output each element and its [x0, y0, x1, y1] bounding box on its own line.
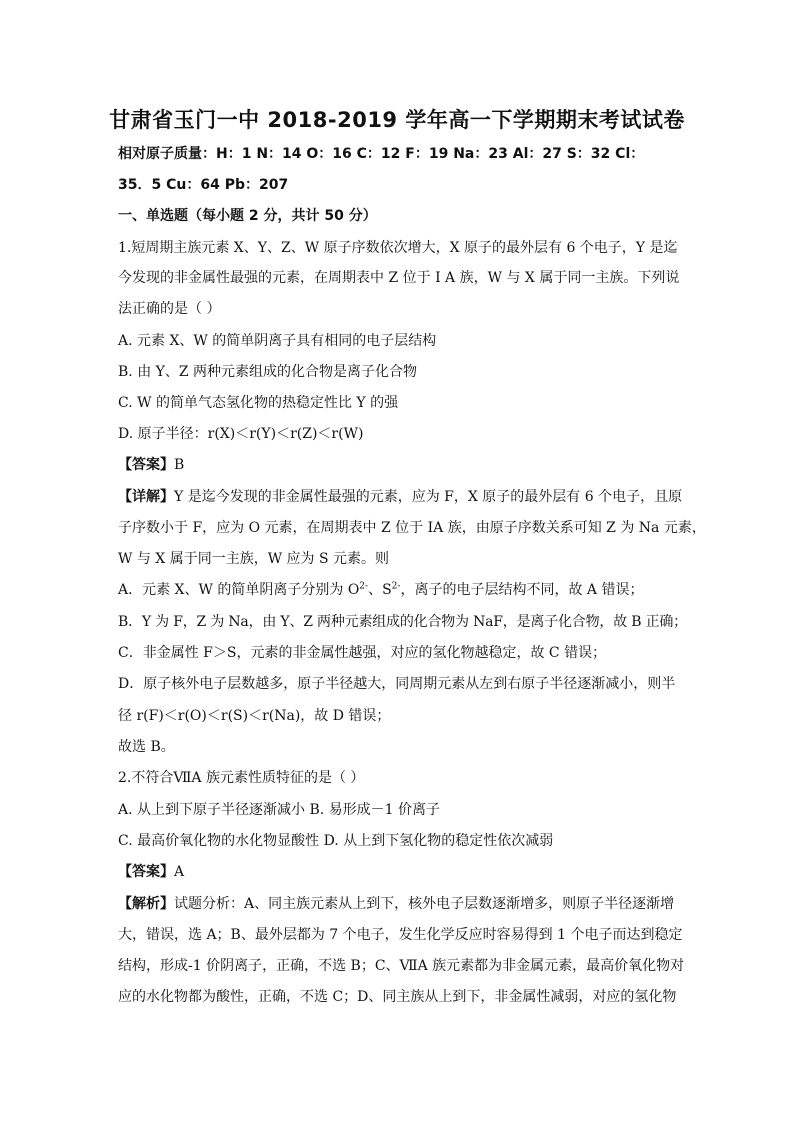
q2-answer-value: A: [174, 864, 185, 880]
q1-option-a: A. 元素 X、W 的简单阴离子具有相同的电子层结构: [118, 333, 437, 349]
atomic-mass-line-1: 相对原子质量：H：1 N：14 O：16 C：12 F：19 Na：23 Al：27 S：32 Cl：: [118, 146, 645, 162]
q2-options-row-2: C. 最高价氧化物的水化物显酸性 D. 从上到下氢化物的稳定性依次减弱: [118, 833, 554, 849]
q1-analysis-a-sup2: 2-: [391, 581, 401, 592]
q1-analysis-a-pre: A．元素 X、W 的简单阴离子分别为 O: [118, 582, 360, 598]
q1-conclusion: 故选 B。: [118, 739, 175, 755]
q1-stem-line-1: 1.短周期主族元素 X、Y、Z、W 原子序数依次增大，X 原子的最外层有 6 个电子，Y 是迄: [118, 240, 678, 256]
q1-analysis-a: [118, 580, 678, 600]
section-heading: 一、单选题（每小题 2 分，共计 50 分）: [118, 208, 377, 224]
q1-analysis-a-post: ，离子的电子层结构不同，故 A 错误；: [400, 582, 644, 598]
q1-explain-line-3: W 与 X 属于同一主族，W 应为 S 元素。则: [118, 551, 390, 567]
q1-answer-value: B: [174, 457, 185, 473]
q2-answer: [118, 862, 678, 882]
q1-explain-line-2: 子序数小于 F，应为 O 元素，在周期表中 Z 位于 IA 族，由原子序数关系可知 Z 为 Na 元素，: [118, 520, 706, 536]
q1-option-d: D. 原子半径：r(X)＜r(Y)＜r(Z)＜r(W): [118, 426, 364, 442]
q2-options-row-1: A. 从上到下原子半径逐渐减小 B. 易形成－1 价离子: [118, 802, 441, 818]
q1-explain-text-1: Y 是迄今发现的非金属性最强的元素，应为 F，X 原子的最外层有 6 个电子，且原: [174, 489, 683, 505]
q1-analysis-c: C．非金属性 F＞S，元素的非金属性越强，对应的氢化物越稳定，故 C 错误；: [118, 645, 607, 661]
q1-explain-line-1: [118, 487, 683, 507]
q1-explain-tag: 【详解】: [118, 489, 174, 505]
q1-analysis-a-mid: 、S: [368, 582, 392, 598]
q1-option-b: B. 由 Y、Z 两种元素组成的化合物是离子化合物: [118, 364, 418, 380]
q2-explain-line-1: [118, 894, 678, 914]
q2-explain-line-4: 应的水化物都为酸性，正确，不选 C；D、同主族从上到下，非金属性减弱，对应的氢化物: [118, 989, 677, 1005]
atomic-mass-line-2: 35．5 Cu：64 Pb：207: [118, 177, 289, 193]
q2-explain-tag: 【解析】: [118, 896, 174, 912]
q2-explain-line-2: 大，错误，选 A；B、最外层都为 7 个电子，发生化学反应时容易得到 1 个电子而达到稳定: [118, 927, 683, 943]
q2-answer-tag: 【答案】: [118, 864, 174, 880]
q2-stem: 2.不符合ⅦA 族元素性质特征的是（ ）: [118, 770, 365, 786]
q1-answer-tag: 【答案】: [118, 457, 174, 473]
q2-explain-line-3: 结构，形成-1 价阴离子，正确，不选 B；C、ⅦA 族元素都为非金属元素，最高价氧化物对: [118, 958, 685, 974]
q2-explain-text-1: 试题分析：A、同主族元素从上到下，核外电子层数逐渐增多，则原子半径逐渐增: [174, 896, 675, 912]
q1-analysis-d-line-1: D．原子核外电子层数越多，原子半径越大，同周期元素从左到右原子半径逐渐减小，则半: [118, 676, 676, 692]
q1-stem-line-2: 今发现的非金属性最强的元素，在周期表中 Z 位于 I A 族，W 与 X 属于同一主族。下列说: [118, 270, 680, 286]
q1-analysis-b: B．Y 为 F，Z 为 Na，由 Y、Z 两种元素组成的化合物为 NaF，是离子化合物，故 B 正确；: [118, 614, 687, 630]
q1-option-c: C. W 的简单气态氢化物的热稳定性比 Y 的强: [118, 395, 399, 411]
q1-analysis-a-sup1: 2-: [359, 581, 369, 592]
q1-answer: [118, 455, 678, 475]
page-title: 甘肃省玉门一中 2018-2019 学年高一下学期期末考试试卷: [109, 108, 685, 132]
q1-stem-line-3: 法正确的是（ ）: [118, 301, 221, 317]
q1-analysis-d-line-2: 径 r(F)＜r(O)＜r(S)＜r(Na)，故 D 错误；: [118, 708, 391, 724]
